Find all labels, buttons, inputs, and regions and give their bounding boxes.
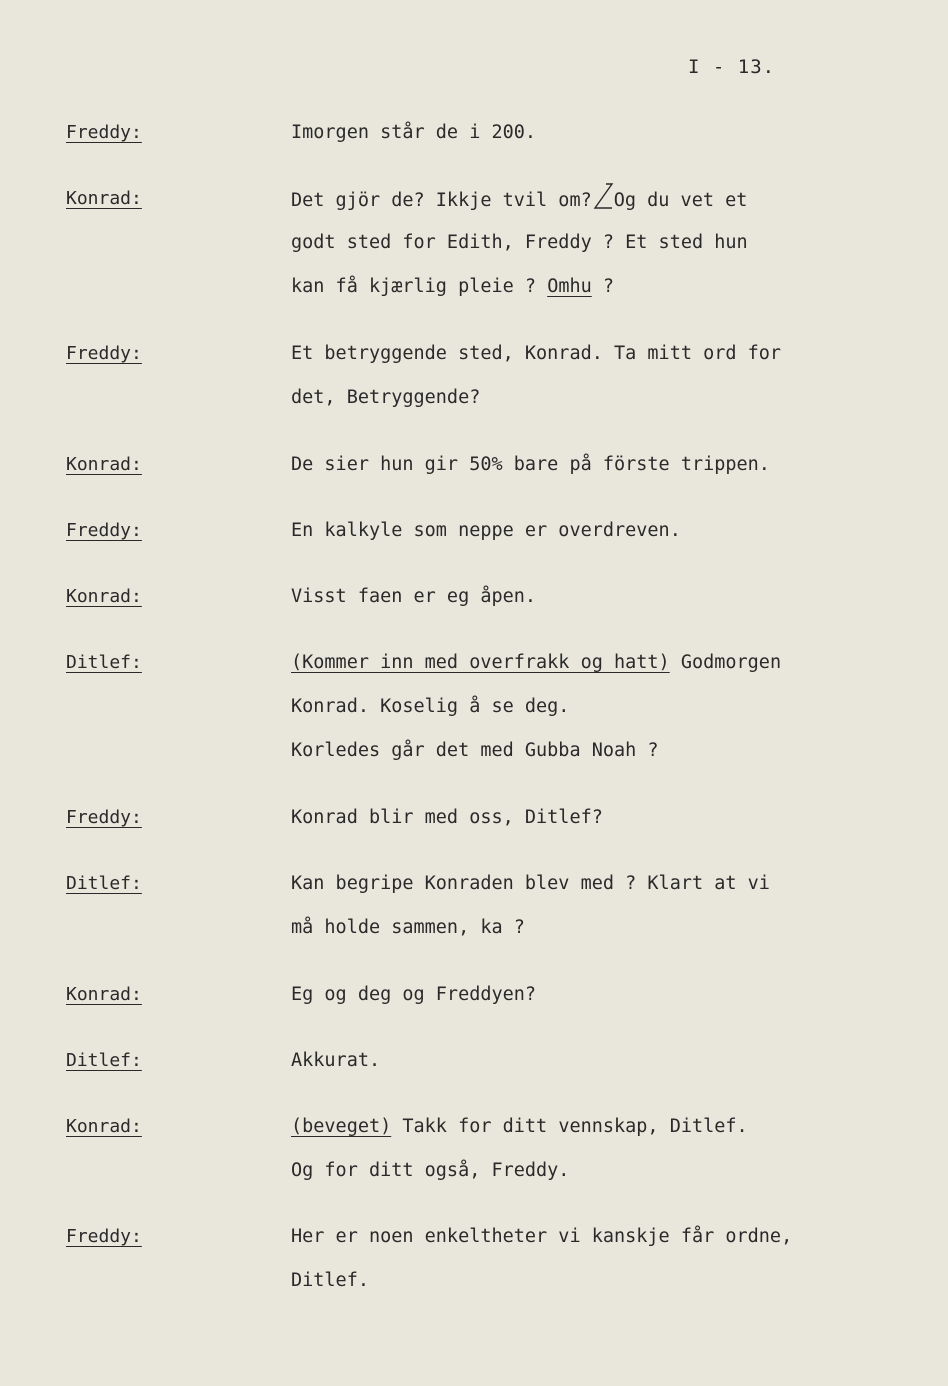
dialogue-line: Et betryggende sted, Konrad. Ta mitt ord for — [291, 343, 782, 364]
dialogue-text — [291, 1116, 901, 1204]
dialogue-text — [291, 343, 901, 431]
dialogue-line: En kalkyle som neppe er overdreven. — [291, 520, 681, 541]
speaker-name: Freddy: — [66, 807, 142, 828]
speaker-name: Ditlef: — [66, 873, 142, 894]
dialogue-line — [291, 276, 901, 320]
dialogue-line — [291, 1116, 901, 1160]
dialogue-line: det, Betryggende? — [291, 387, 481, 408]
line-segment: Det gjör de? Ikkje tvil om? — [291, 190, 592, 211]
line-segment: kan få kjærlig pleie ? — [291, 276, 548, 297]
speaker-name: Konrad: — [66, 1116, 142, 1137]
speaker-name: Konrad: — [66, 188, 142, 209]
dialogue-line: godt sted for Edith, Freddy ? Et sted hun — [291, 232, 748, 253]
speaker-name: Freddy: — [66, 520, 142, 541]
dialogue-text — [291, 454, 901, 498]
line-segment: ? — [591, 276, 615, 297]
dialogue-line: Akkurat. — [291, 1050, 381, 1071]
dialogue-text — [291, 586, 901, 630]
speaker-name: Konrad: — [66, 984, 142, 1005]
dialogue-line: Eg og deg og Freddyen? — [291, 984, 537, 1005]
dialogue-text — [291, 1226, 901, 1314]
line-segment: Og du vet et — [613, 190, 748, 211]
dialogue-line: må holde sammen, ka ? — [291, 917, 525, 938]
dialogue-line: Ditlef. — [291, 1270, 369, 1291]
dialogue-line: Og for ditt også, Freddy. — [291, 1160, 570, 1181]
dialogue-text — [291, 873, 901, 961]
dialogue-text — [291, 1050, 901, 1094]
speaker-name: Ditlef: — [66, 1050, 142, 1071]
dialogue-line: Konrad. Koselig å se deg. — [291, 696, 570, 717]
dialogue-line — [291, 188, 901, 232]
dialogue-line: Kan begripe Konraden blev med ? Klart at vi — [291, 873, 770, 894]
page-number: I - 13. — [688, 56, 776, 78]
line-segment: Godmorgen — [669, 652, 782, 673]
dialogue-line: Imorgen står de i 200. — [291, 122, 537, 143]
dialogue-line — [291, 652, 901, 696]
dialogue-line: Her er noen enkeltheter vi kanskje får ordne, — [291, 1226, 793, 1247]
speaker-name: Freddy: — [66, 343, 142, 364]
stage-direction: (Kommer inn med overfrakk og hatt) — [291, 652, 670, 673]
underlined-word: Omhu — [547, 276, 592, 297]
dialogue-text — [291, 122, 901, 166]
dialogue-line: De sier hun gir 50% bare på förste trippen. — [291, 454, 770, 475]
insertion-mark-icon — [592, 188, 614, 210]
speaker-name: Konrad: — [66, 454, 142, 475]
line-segment: Takk for ditt vennskap, Ditlef. — [391, 1116, 748, 1137]
dialogue-text — [291, 984, 901, 1028]
speaker-name: Konrad: — [66, 586, 142, 607]
stage-direction: (beveget) — [291, 1116, 392, 1137]
dialogue-text — [291, 807, 901, 851]
speaker-name: Freddy: — [66, 122, 142, 143]
dialogue-line: Visst faen er eg åpen. — [291, 586, 537, 607]
dialogue-text — [291, 652, 901, 784]
dialogue-text — [291, 188, 901, 320]
dialogue-text — [291, 520, 901, 564]
dialogue-line: Konrad blir med oss, Ditlef? — [291, 807, 603, 828]
dialogue-line: Korledes går det med Gubba Noah ? — [291, 740, 659, 761]
speaker-name: Ditlef: — [66, 652, 142, 673]
speaker-name: Freddy: — [66, 1226, 142, 1247]
